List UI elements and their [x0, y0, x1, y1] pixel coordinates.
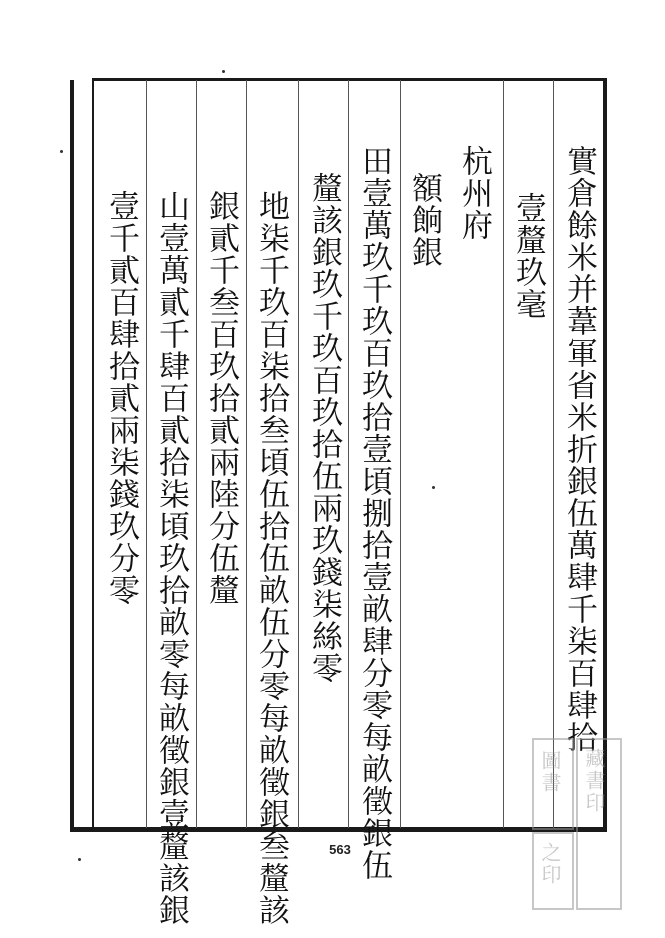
text-column-5: 田壹萬玖千玖百玖拾壹頃捌拾壹畝肆分零每畝徵銀伍	[356, 145, 392, 881]
column-divider	[146, 80, 147, 828]
page-number: 563	[329, 842, 351, 857]
frame-left-inner-rule	[92, 80, 94, 830]
column-divider	[503, 80, 504, 828]
column-divider	[246, 80, 247, 828]
text-column-9: 山壹萬貳千肆百貳拾柒頃玖拾畝零每畝徵銀壹釐該銀	[153, 190, 189, 926]
text-column-1: 實倉餘米并葦軍省米折銀伍萬肆千柒百肆拾	[561, 145, 597, 753]
prefecture-heading: 杭州府	[456, 145, 492, 241]
ink-speck	[60, 150, 63, 153]
frame-top-rule	[92, 78, 606, 81]
column-divider	[553, 80, 554, 828]
column-divider	[400, 80, 401, 828]
ink-speck	[222, 70, 225, 73]
frame-bottom-rule	[70, 827, 606, 832]
text-column-8: 銀貳千叁百玖拾貳兩陸分伍釐	[203, 190, 239, 606]
column-divider	[348, 80, 349, 828]
frame-left-rule	[70, 80, 74, 830]
library-seal: 藏書印 圖書 之印	[532, 738, 622, 910]
ink-speck	[78, 858, 81, 861]
column-divider	[298, 80, 299, 828]
section-heading: 額餉銀	[406, 172, 442, 268]
text-column-2: 壹釐玖毫	[510, 192, 546, 320]
text-column-7: 地柒千玖百柒拾叁頃伍拾伍畝伍分零每畝徵銀叁釐該	[253, 190, 289, 926]
text-column-6: 釐該銀玖千玖百玖拾伍兩玖錢柒絲零	[306, 172, 342, 684]
frame-right-rule	[603, 78, 607, 832]
text-column-10: 壹千貳百肆拾貳兩柒錢玖分零	[103, 190, 139, 606]
column-divider	[196, 80, 197, 828]
ink-speck	[432, 486, 435, 489]
